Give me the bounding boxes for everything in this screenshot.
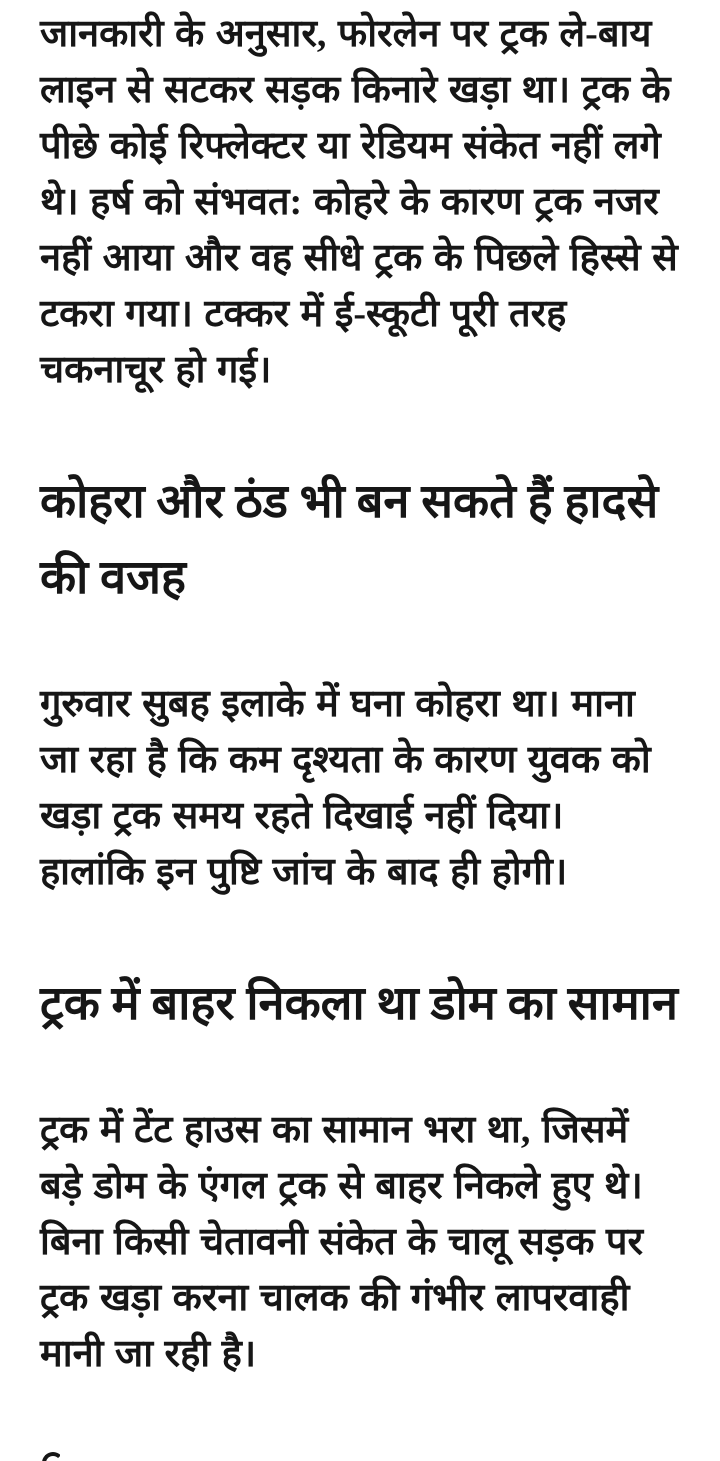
cutoff-next-line-glyph (40, 1452, 60, 1461)
section-heading-fog-cold-cause: कोहरा और ठंड भी बन सकते हैं हादसे की वजह (40, 476, 659, 604)
section-heading-dome-material: ट्रक में बाहर निकला था डोम का सामान (40, 978, 678, 1030)
paragraph-accident-details: जानकारी के अनुसार, फोरलेन पर ट्रक ले-बाय लाइन से सटकर सड़क किनारे खड़ा था। ट्रक के पीछे कोई रिफ्लेक्टर या रेडियम संकेत नहीं लगे थे। हर्ष को संभवत: कोहरे के कारण ट्रक नजर नहीं आया और वह सीधे ट्रक के पिछले हिस्से से टकरा गया। टक्कर में ई-स्कूटी पूरी तरह चकनाचूर हो गई। (40, 13, 678, 391)
paragraph-truck-load-negligence: ट्रक में टेंट हाउस का सामान भरा था, जिसमें बड़े डोम के एंगल ट्रक से बाहर निकले हुए थे। बिना किसी चेतावनी संकेत के चालू सड़क पर ट्रक खड़ा करना चालक की गंभीर लापरवाही मानी जा रही है। (40, 1109, 644, 1375)
paragraph-fog-visibility: गुरुवार सुबह इलाके में घना कोहरा था। माना जा रहा है कि कम दृश्यता के कारण युवक को खड़ा ट्रक समय रहते दिखाई नहीं दिया। हालांकि इन पुष्टि जांच के बाद ही होगी। (40, 683, 651, 893)
